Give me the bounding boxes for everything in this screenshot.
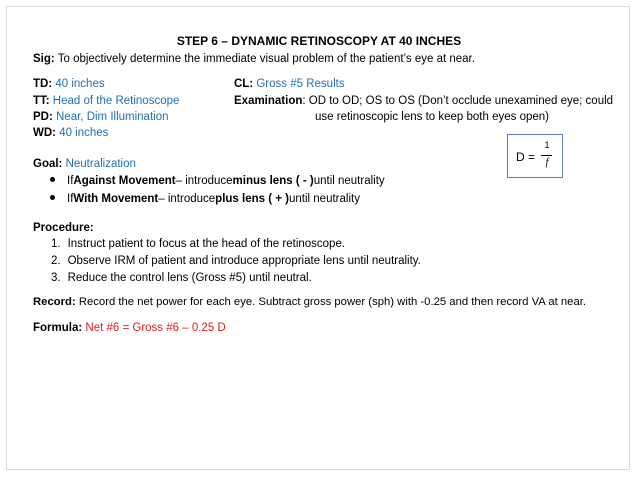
tt-label: TT: — [33, 95, 50, 107]
sig-text: To objectively determine the immediate visual problem of the patient’s eye at near. — [54, 53, 475, 65]
pd-line — [33, 110, 169, 124]
bullet-text: until neutrality — [288, 193, 360, 205]
bullet-text: If — [67, 175, 74, 187]
bullet-icon — [50, 177, 55, 182]
formula-lhs: D = — [516, 150, 536, 164]
formula-denominator: f — [545, 157, 549, 168]
list-item — [51, 271, 312, 285]
bullet-icon — [50, 195, 55, 200]
step-number: 3. — [51, 272, 61, 284]
td-label: TD: — [33, 78, 53, 90]
cl-value: Gross #5 Results — [253, 78, 345, 90]
step-number: 2. — [51, 255, 61, 267]
movement-type: Against Movement — [73, 175, 176, 187]
page-title: STEP 6 – DYNAMIC RETINOSCOPY AT 40 INCHES — [176, 34, 462, 48]
goal-label: Goal: — [33, 158, 63, 170]
tt-line — [33, 94, 179, 108]
bullet-text: If — [67, 193, 74, 205]
lens-type: minus lens ( - ) — [232, 175, 314, 187]
examination-label: Examination — [234, 95, 303, 107]
wd-line — [33, 126, 108, 140]
td-line — [33, 77, 105, 91]
bullet-text: – introduce — [158, 193, 216, 205]
list-item — [50, 174, 385, 188]
record-text: Record the net power for each eye. Subtract gross power (sph) with -0.25 and then record VA at near. — [75, 296, 586, 308]
td-value: 40 inches — [52, 78, 105, 90]
lens-type: plus lens ( + ) — [215, 193, 289, 205]
sig-label: Sig: — [33, 53, 55, 65]
fraction-bar — [541, 155, 552, 156]
examination-text-1: : OD to OD; OS to OS (Don’t occlude unexamined eye; could — [302, 95, 614, 107]
movement-type: With Movement — [73, 193, 159, 205]
step-text: Instruct patient to focus at the head of the retinoscope. — [67, 238, 346, 250]
pd-value: Near, Dim Illumination — [52, 111, 169, 123]
cl-label: CL: — [234, 78, 254, 90]
goal-line — [33, 157, 136, 171]
step-number: 1. — [51, 238, 61, 250]
formula-numerator: 1 — [544, 140, 550, 150]
cl-line — [234, 77, 345, 91]
step-text: Observe IRM of patient and introduce appropriate lens until neutrality. — [67, 255, 421, 267]
examination-text-2: use retinoscopic lens to keep both eyes open) — [315, 111, 549, 123]
wd-label: WD: — [33, 127, 56, 139]
procedure-label: Procedure: — [33, 222, 94, 234]
distance-formula-box — [507, 134, 563, 178]
record-label: Record: — [33, 296, 76, 308]
step-text: Reduce the control lens (Gross #5) until neutral. — [67, 272, 312, 284]
sig-line — [33, 52, 475, 66]
goal-value: Neutralization — [62, 158, 136, 170]
tt-value: Head of the Retinoscope — [49, 95, 180, 107]
list-item — [50, 192, 360, 206]
wd-value: 40 inches — [56, 127, 109, 139]
formula-label: Formula: — [33, 322, 83, 334]
bullet-text: – introduce — [175, 175, 233, 187]
pd-label: PD: — [33, 111, 53, 123]
formula-value: Net #6 = Gross #6 – 0.25 D — [82, 322, 226, 334]
list-item — [51, 254, 421, 268]
record-line — [33, 295, 586, 309]
formula-line — [33, 321, 226, 335]
bullet-text: until neutrality — [313, 175, 385, 187]
list-item — [51, 237, 345, 251]
examination-line — [234, 94, 613, 108]
